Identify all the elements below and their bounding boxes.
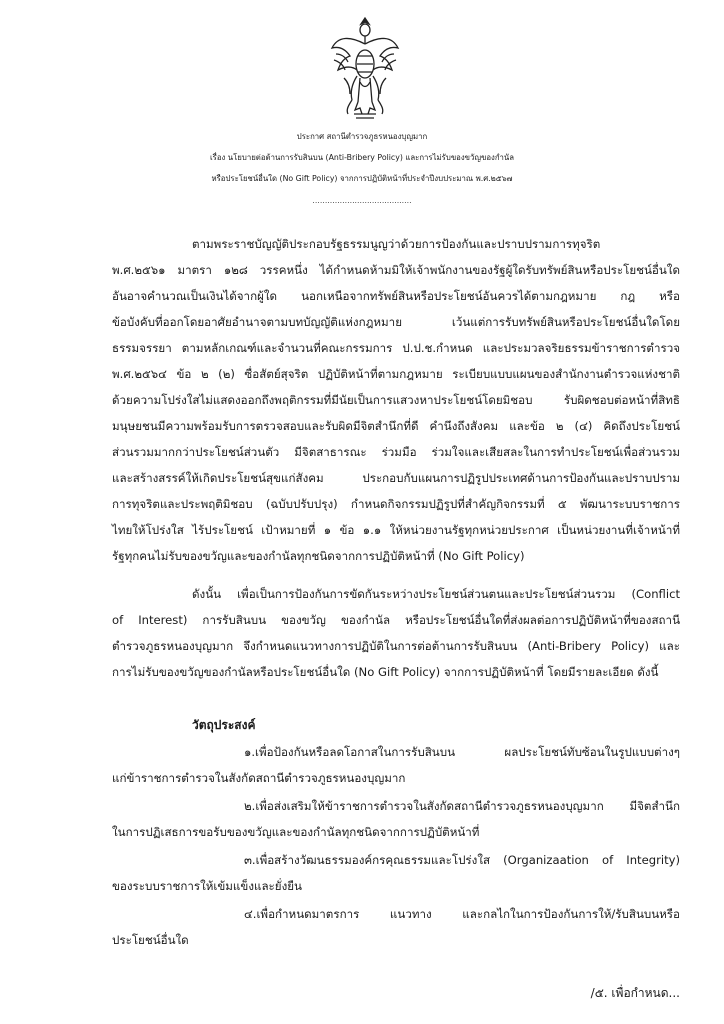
- objective-line: ประโยชน์อื่นใด: [112, 933, 189, 947]
- para1-line: ส่วนรวมมากกว่าประโยชน์ส่วนตัว มีจิตสาธารณะ ร่วมมือ ร่วมใจและเสียสละในการทำประโยชน์เพื่อส่วนรวม: [112, 445, 680, 459]
- subject-line-1: เรื่อง นโยบายต่อต้านการรับสินบน (Anti-Bribery Policy) และการไม่รับของขวัญของกำนัล: [209, 153, 515, 162]
- para2-line: of Interest) การรับสินบน ของขวัญ ของกำนัล หรือประโยชน์อื่นใดที่ส่งผลต่อการปฏิบัติหน้าที่ของสถานี: [112, 613, 680, 627]
- para1-line: ข้อบังคับที่ออกโดยอาศัยอำนาจตามบทบัญญัติแห่งกฎหมาย เว้นแต่การรับทรัพย์สินหรือประโยชน์อื่นใดโดย: [112, 315, 680, 329]
- para1-line: พ.ศ.๒๕๖๔ ข้อ ๒ (๒) ซื่อสัตย์สุจริต ปฏิบัติหน้าที่ตามกฎหมาย ระเบียบแบบแผนของสำนักงานตำรวจแห่งชาติ: [112, 367, 680, 381]
- para1-line: อันอาจคำนวณเป็นเงินได้จากผู้ใด นอกเหนือจากทรัพย์สินหรือประโยชน์อันควรได้ตามกฎหมาย กฎ หรือ: [112, 289, 680, 303]
- objective-line: ๓.เพื่อสร้างวัฒนธรรมองค์กรคุณธรรมและโปร่งใส (Organizaation of Integrity): [244, 853, 680, 867]
- para1-line: รัฐทุกคนไม่รับของขวัญและของกำนัลทุกชนิดจากการปฏิบัติหน้าที่ (No Gift Policy): [112, 549, 525, 563]
- para1-line: และสร้างสรรค์ให้เกิดประโยชน์สุขแก่สังคม ประกอบกับแผนการปฏิรูปประเทศด้านการป้องกันและปราบปราม: [112, 471, 680, 485]
- subject-line-2: หรือประโยชน์อื่นใด (No Gift Policy) จากการปฏิบัติหน้าที่ประจำปีงบประมาณ พ.ศ.๒๕๖๗: [211, 174, 513, 183]
- continuation-note: /๕. เพื่อกำหนด...: [590, 986, 680, 1000]
- para2-line: ดังนั้น เพื่อเป็นการป้องกันการขัดกันระหว่างประโยชน์ส่วนตนและประโยชน์ส่วนรวม (Conflict: [192, 587, 680, 601]
- para1-line: ตามพระราชบัญญัติประกอบรัฐธรรมนูญว่าด้วยการป้องกันและปราบปรามการทุจริต: [192, 237, 601, 251]
- para2-line: การไม่รับของขวัญของกำนัลหรือประโยชน์อื่นใด (No Gift Policy) จากการปฏิบัติหน้าที่ โดยมีรายละเอียด ดังนี้: [112, 665, 659, 679]
- separator-dots: ........................................: [312, 196, 412, 205]
- objective-line: แก่ข้าราชการตำรวจในสังกัดสถานีตำรวจภูธรหนองบุญมาก: [112, 771, 406, 785]
- para1-line: มนุษยชนมีความพร้อมรับการตรวจสอบและรับผิดมีจิตสำนึกที่ดี คำนึงถึงสังคม และข้อ ๒ (๔) คิดถึงประโยชน์: [112, 419, 680, 433]
- objective-line: ในการปฏิเสธการขอรับของขวัญและของกำนัลทุกชนิดจากการปฏิบัติหน้าที่: [112, 825, 480, 839]
- objectives-heading: วัตถุประสงค์: [192, 718, 256, 732]
- para2-line: ตำรวจภูธรหนองบุญมาก จึงกำหนดแนวทางการปฏิบัติในการต่อต้านการรับสินบน (Anti-Bribery Policy) และ: [112, 639, 680, 653]
- objective-line: ๔.เพื่อกำหนดมาตรการ แนวทาง และกลไกในการป้องกันการให้/รับสินบนหรือ: [244, 907, 680, 921]
- para1-line: ธรรมจรรยา ตามหลักเกณฑ์และจำนวนที่คณะกรรมการ ป.ป.ช.กำหนด และประมวลจริยธรรมข้าราชการตำรวจ: [112, 341, 680, 355]
- objective-line: ของระบบราชการให้เข้มแข็งและยั่งยืน: [112, 879, 302, 893]
- garuda-emblem-icon: [330, 14, 400, 124]
- para1-line: การทุจริตและประพฤติมิชอบ (ฉบับปรับปรุง) กำหนดกิจกรรมปฏิรูปที่สำคัญกิจกรรมที่ ๕ พัฒนาระบบราชการ: [112, 497, 680, 511]
- objective-line: ๑.เพื่อป้องกันหรือลดโอกาสในการรับสินบน ผลประโยชน์ทับซ้อนในรูปแบบต่างๆ: [244, 745, 680, 759]
- para1-line: พ.ศ.๒๕๖๑ มาตรา ๑๒๘ วรรคหนึ่ง ได้กำหนดห้ามมิให้เจ้าพนักงานของรัฐผู้ใดรับทรัพย์สินหรือประโยชน์อื่นใด: [112, 263, 680, 277]
- objective-line: ๒.เพื่อส่งเสริมให้ข้าราชการตำรวจในสังกัดสถานีตำรวจภูธรหนองบุญมาก มีจิตสำนึก: [244, 799, 680, 813]
- para1-line: ด้วยความโปร่งใสไม่แสดงออกถึงพฤติกรรมที่มีนัยเป็นการแสวงหาประโยชน์โดยมิชอบ รับผิดชอบต่อหน้าที่สิทธิ: [112, 393, 680, 407]
- announcement-title: ประกาศ สถานีตำรวจภูธรหนองบุญมาก: [296, 132, 428, 141]
- para1-line: ไทยให้โปร่งใส ไร้ประโยชน์ เป้าหมายที่ ๑ ข้อ ๑.๑ ให้หน่วยงานรัฐทุกหน่วยประกาศ เป็นหน่วยงานที่เจ้าหน้าที่: [112, 523, 680, 537]
